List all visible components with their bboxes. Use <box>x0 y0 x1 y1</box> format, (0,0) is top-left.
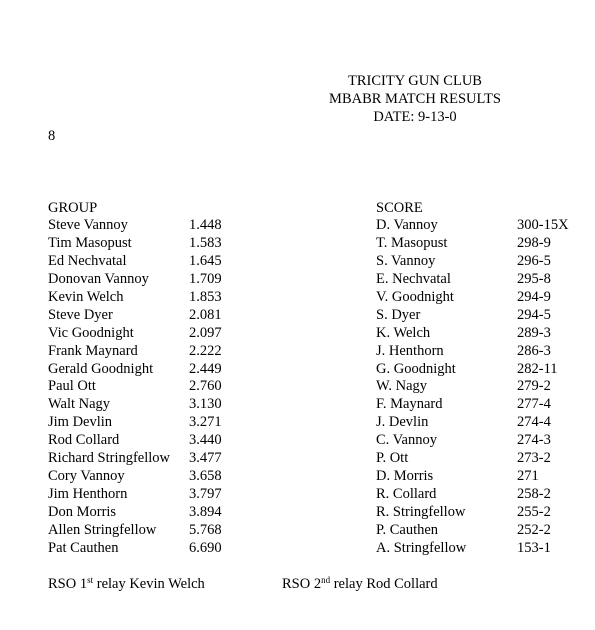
group-result-row <box>48 378 248 396</box>
match-score: 289-3 <box>517 324 551 341</box>
match-score: 153-1 <box>517 539 551 556</box>
competitor-name: C. Vannoy <box>376 432 437 449</box>
group-size: 2.097 <box>189 324 222 341</box>
competitor-name: D. Morris <box>376 468 434 485</box>
document-title: MBABR MATCH RESULTS <box>329 91 501 107</box>
group-heading: GROUP <box>48 200 98 216</box>
match-score: 255-2 <box>517 504 551 520</box>
competitor-name: Frank Maynard <box>48 342 138 359</box>
group-result-row <box>48 235 248 253</box>
match-date: DATE: 9-13-0 <box>373 109 457 125</box>
group-result-row <box>48 486 248 504</box>
group-results-list <box>48 217 248 558</box>
group-size: 3.894 <box>189 504 222 520</box>
score-result-row <box>376 396 586 414</box>
group-size: 1.709 <box>189 270 222 287</box>
competitor-name: J. Devlin <box>376 414 429 431</box>
group-size: 3.130 <box>189 396 222 413</box>
match-score: 252-2 <box>517 521 551 538</box>
match-score: 277-4 <box>517 396 551 413</box>
match-score: 298-9 <box>517 234 551 251</box>
group-result-row <box>48 540 248 558</box>
match-score: 258-2 <box>517 486 551 503</box>
match-score: 279-2 <box>517 378 551 395</box>
competitor-name: K. Welch <box>376 324 431 341</box>
score-result-row <box>376 235 586 253</box>
group-size: 3.797 <box>189 486 222 503</box>
group-size: 2.760 <box>189 378 222 395</box>
rso-second-relay <box>282 575 438 593</box>
group-result-row <box>48 307 248 325</box>
competitor-name: V. Goodnight <box>376 288 454 305</box>
match-score: 296-5 <box>517 252 551 269</box>
group-result-row <box>48 504 248 522</box>
group-size: 3.658 <box>189 468 222 485</box>
group-result-row <box>48 289 248 307</box>
match-score: 295-8 <box>517 270 551 287</box>
group-size: 1.583 <box>189 234 222 251</box>
group-size: 3.477 <box>189 450 222 467</box>
group-size: 3.271 <box>189 414 222 431</box>
score-result-row <box>376 361 586 379</box>
group-size: 2.449 <box>189 360 222 377</box>
rso1-prefix: RSO 1 <box>48 576 88 592</box>
stray-number: 8 <box>48 128 56 144</box>
club-name: TRICITY GUN CLUB <box>348 73 482 89</box>
group-result-row <box>48 414 248 432</box>
group-size: 5.768 <box>189 521 222 538</box>
group-size: 1.853 <box>189 288 222 305</box>
score-result-row <box>376 414 586 432</box>
competitor-name: Gerald Goodnight <box>48 360 154 377</box>
score-result-row <box>376 468 586 486</box>
competitor-name: A. Stringfellow <box>376 539 467 556</box>
score-result-row <box>376 217 586 235</box>
competitor-name: T. Masopust <box>376 234 448 251</box>
competitor-name: R. Collard <box>376 486 437 503</box>
match-score: 273-2 <box>517 450 551 467</box>
group-size: 6.690 <box>189 539 222 556</box>
score-result-row <box>376 289 586 307</box>
competitor-name: R. Stringfellow <box>376 504 466 520</box>
match-score: 274-4 <box>517 414 551 431</box>
score-result-row <box>376 307 586 325</box>
competitor-name: F. Maynard <box>376 396 443 413</box>
score-result-row <box>376 450 586 468</box>
group-result-row <box>48 468 248 486</box>
competitor-name: Walt Nagy <box>48 396 111 413</box>
match-score: 282-11 <box>517 360 558 377</box>
score-result-row <box>376 432 586 450</box>
competitor-name: Jim Henthorn <box>48 486 128 503</box>
match-score: 274-3 <box>517 432 551 449</box>
match-score: 294-5 <box>517 306 551 323</box>
competitor-name: Ed Nechvatal <box>48 252 127 269</box>
competitor-name: W. Nagy <box>376 378 428 395</box>
group-size: 3.440 <box>189 432 222 449</box>
rso2-ordinal: nd <box>321 575 331 585</box>
score-result-row <box>376 343 586 361</box>
score-result-row <box>376 271 586 289</box>
group-result-row <box>48 271 248 289</box>
score-result-row <box>376 325 586 343</box>
competitor-name: P. Cauthen <box>376 521 439 538</box>
group-result-row <box>48 217 248 235</box>
competitor-name: E. Nechvatal <box>376 270 451 287</box>
rso1-ordinal: st <box>87 575 94 585</box>
group-result-row <box>48 325 248 343</box>
score-results-list <box>376 217 586 558</box>
rso2-prefix: RSO 2 <box>282 576 322 592</box>
competitor-name: Steve Dyer <box>48 306 113 323</box>
competitor-name: Steve Vannoy <box>48 217 128 233</box>
group-result-row <box>48 253 248 271</box>
match-score: 294-9 <box>517 288 551 305</box>
rso1-suffix: relay Kevin Welch <box>93 576 205 592</box>
group-result-row <box>48 450 248 468</box>
competitor-name: Kevin Welch <box>48 288 124 305</box>
score-result-row <box>376 253 586 271</box>
group-size: 1.448 <box>189 217 222 233</box>
score-result-row <box>376 378 586 396</box>
score-heading: SCORE <box>376 200 423 216</box>
competitor-name: S. Vannoy <box>376 252 436 269</box>
competitor-name: Allen Stringfellow <box>48 521 157 538</box>
competitor-name: Don Morris <box>48 504 117 520</box>
competitor-name: Jim Devlin <box>48 414 113 431</box>
competitor-name: Cory Vannoy <box>48 468 125 485</box>
rso-first-relay <box>48 575 205 593</box>
competitor-name: D. Vannoy <box>376 217 438 233</box>
competitor-name: Tim Masopust <box>48 234 132 251</box>
group-result-row <box>48 343 248 361</box>
group-result-row <box>48 432 248 450</box>
document-header <box>230 72 595 126</box>
group-result-row <box>48 396 248 414</box>
score-result-row <box>376 504 586 522</box>
group-size: 1.645 <box>189 252 222 269</box>
competitor-name: J. Henthorn <box>376 342 444 359</box>
competitor-name: Richard Stringfellow <box>48 450 171 467</box>
group-result-row <box>48 361 248 379</box>
competitor-name: Pat Cauthen <box>48 539 119 556</box>
score-result-row <box>376 540 586 558</box>
competitor-name: Rod Collard <box>48 432 120 449</box>
match-score: 286-3 <box>517 342 551 359</box>
rso2-suffix: relay Rod Collard <box>330 576 438 592</box>
competitor-name: S. Dyer <box>376 306 421 323</box>
score-result-row <box>376 522 586 540</box>
group-size: 2.222 <box>189 342 222 359</box>
competitor-name: Vic Goodnight <box>48 324 134 341</box>
competitor-name: G. Goodnight <box>376 360 456 377</box>
match-score: 300-15X <box>517 217 569 233</box>
group-result-row <box>48 522 248 540</box>
competitor-name: Paul Ott <box>48 378 96 395</box>
competitor-name: Donovan Vannoy <box>48 270 149 287</box>
score-result-row <box>376 486 586 504</box>
group-size: 2.081 <box>189 306 222 323</box>
competitor-name: P. Ott <box>376 450 409 467</box>
match-score: 271 <box>517 468 539 485</box>
